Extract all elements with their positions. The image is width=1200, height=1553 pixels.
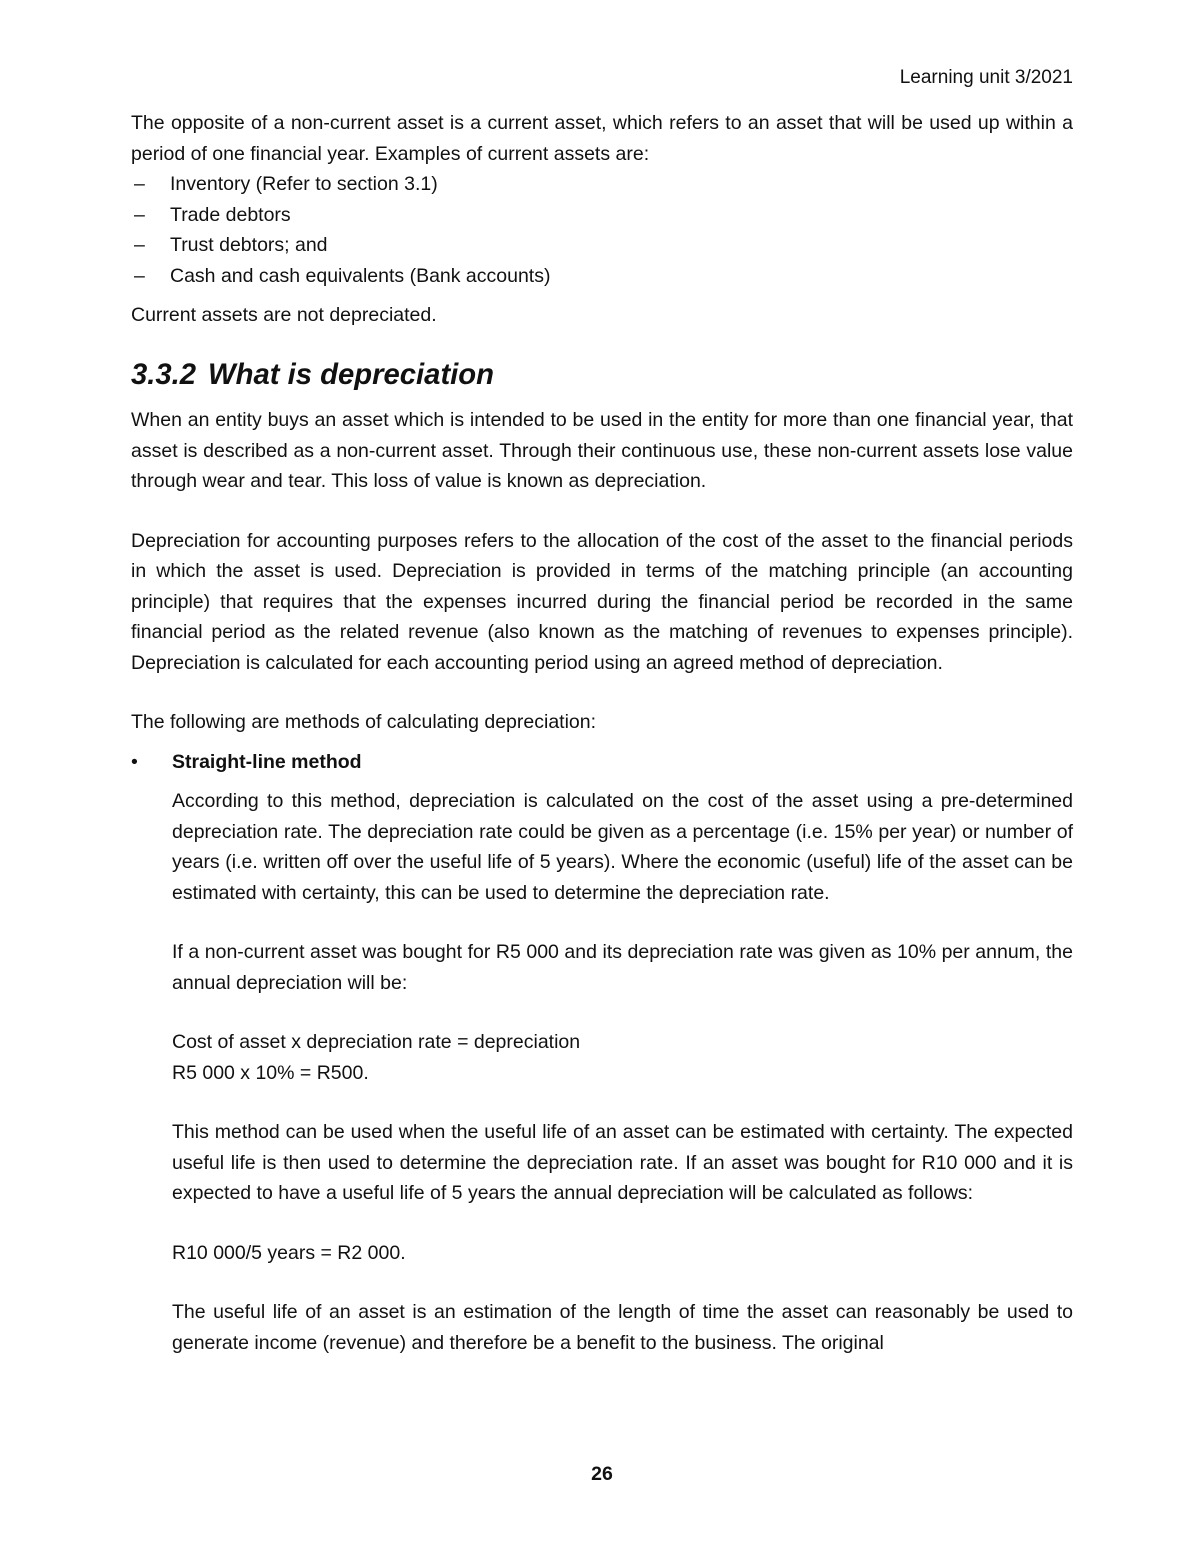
not-depreciated-note: Current assets are not depreciated. — [131, 304, 437, 326]
straight-line-title: Straight-line method — [172, 750, 362, 773]
list-dash: – — [134, 173, 145, 195]
paragraph-definition: When an entity buys an asset which is intended to be used in the entity for more than one financial year, that asset is described as a non-current asset. Through their continuous use, these non-current assets lose value through wear and tear. This loss of value is known as depreciation. — [131, 409, 1073, 492]
section-title: What is depreciation — [208, 358, 495, 391]
page-number: 26 — [591, 1463, 613, 1485]
example-intro: If a non-current asset was bought for R5 000 and its depreciation rate was given as 10% per annum, the annual depreciation will be: — [172, 941, 1073, 994]
list-item — [131, 261, 1073, 292]
list-item-text: Trade debtors — [170, 203, 291, 226]
list-item-text: Trust debtors; and — [170, 234, 328, 256]
running-header: Learning unit 3/2021 — [899, 67, 1073, 88]
list-item-text: Inventory (Refer to section 3.1) — [170, 173, 438, 195]
page-content — [131, 108, 1073, 1358]
formula-line-1: Cost of asset x depreciation rate = depreciation — [172, 1031, 581, 1053]
list-dash: – — [134, 203, 145, 226]
current-assets-list — [131, 169, 1073, 291]
straight-line-heading — [131, 747, 1073, 778]
intro-paragraph: The opposite of a non-current asset is a current asset, which refers to an asset that will be used up within a period of one financial year. Examples of current assets are: — [131, 112, 1073, 165]
list-item — [131, 169, 1073, 200]
paragraph-accounting-purposes: Depreciation for accounting purposes refers to the allocation of the cost of the asset to the financial periods in which the asset is used. Depreciation is provided in terms of the matching principle (an accounting principle) that requires that the expenses incurred during the financial period be recorded in the same financial period as the related revenue (also known as the matching of revenues to expenses principle). Depreciation is calculated for each accounting period using an agreed method of depreciation. — [131, 529, 1073, 674]
list-item — [131, 230, 1073, 261]
bullet-icon: • — [131, 750, 138, 773]
list-dash: – — [134, 234, 145, 256]
section-number: 3.3.2 — [131, 358, 197, 391]
final-paragraph: The useful life of an asset is an estimation of the length of time the asset can reasonably be used to generate income (revenue) and therefore be a benefit to the business. The original — [172, 1301, 1073, 1354]
document-page — [131, 0, 1073, 1553]
straight-line-description: According to this method, depreciation is calculated on the cost of the asset using a pre-determined depreciation rate. The depreciation rate could be given as a percentage (i.e. 15% per year) or number of years (i.e. written off over the useful life of 5 years). Where the economic (useful) life of the asset can be estimated with certainty, this can be used to determine the depreciation rate. — [172, 790, 1073, 904]
useful-life-calculation: R10 000/5 years = R2 000. — [172, 1241, 406, 1264]
useful-life-paragraph: This method can be used when the useful life of an asset can be estimated with certainty. The expected useful life is then used to determine the depreciation rate. If an asset was bought for R10 000 and it is expected to have a useful life of 5 years the annual depreciation will be calculated as follows: — [172, 1121, 1073, 1204]
list-item — [131, 200, 1073, 231]
section-heading — [131, 360, 1073, 391]
list-dash: – — [134, 264, 145, 287]
formula-line-2: R5 000 x 10% = R500. — [172, 1061, 369, 1084]
list-item-text: Cash and cash equivalents (Bank accounts) — [170, 264, 551, 287]
methods-intro: The following are methods of calculating depreciation: — [131, 711, 597, 733]
